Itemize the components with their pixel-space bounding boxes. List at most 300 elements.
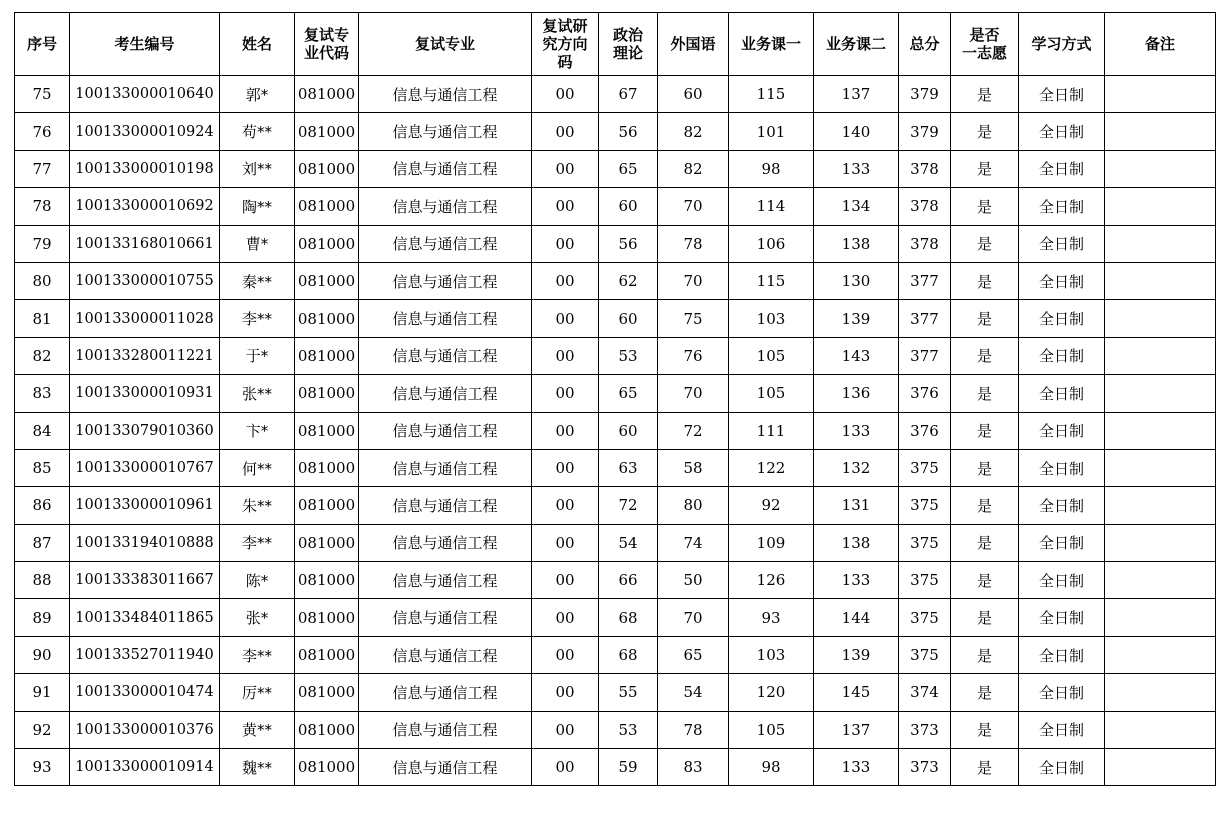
cell-foreign-lang: 74 — [658, 524, 729, 561]
cell-first-choice: 是 — [951, 375, 1019, 412]
cell-course1: 109 — [729, 524, 814, 561]
table-row — [15, 749, 1216, 786]
cell-study-mode: 全日制 — [1019, 562, 1105, 599]
cell-major-code: 081000 — [295, 150, 359, 187]
table-row — [15, 113, 1216, 150]
header-label-line: 业务课二 — [825, 35, 886, 53]
cell-name: 李** — [220, 300, 295, 337]
table-row — [15, 562, 1216, 599]
table-row — [15, 412, 1216, 449]
cell-remark — [1105, 412, 1216, 449]
cell-major-code: 081000 — [295, 337, 359, 374]
cell-total: 375 — [899, 636, 951, 673]
cell-course1: 92 — [729, 487, 814, 524]
cell-direction: 00 — [532, 188, 599, 225]
header-name — [220, 13, 295, 76]
cell-first-choice: 是 — [951, 487, 1019, 524]
cell-remark — [1105, 562, 1216, 599]
cell-seq: 84 — [15, 412, 70, 449]
cell-seq: 82 — [15, 337, 70, 374]
cell-seq: 91 — [15, 674, 70, 711]
cell-total: 375 — [899, 599, 951, 636]
table-row — [15, 337, 1216, 374]
cell-seq: 75 — [15, 76, 70, 113]
cell-course1: 120 — [729, 674, 814, 711]
cell-foreign-lang: 70 — [658, 188, 729, 225]
header-first-choice — [951, 13, 1019, 76]
cell-remark — [1105, 150, 1216, 187]
cell-seq: 77 — [15, 150, 70, 187]
cell-study-mode: 全日制 — [1019, 412, 1105, 449]
cell-total: 375 — [899, 449, 951, 486]
cell-course1: 93 — [729, 599, 814, 636]
header-label-line: 考生编号 — [114, 35, 175, 53]
header-major — [359, 13, 532, 76]
cell-seq: 88 — [15, 562, 70, 599]
cell-study-mode: 全日制 — [1019, 674, 1105, 711]
cell-name: 于* — [220, 337, 295, 374]
cell-major: 信息与通信工程 — [359, 337, 532, 374]
table-row — [15, 150, 1216, 187]
cell-course2: 143 — [814, 337, 899, 374]
cell-foreign-lang: 50 — [658, 562, 729, 599]
cell-politics: 66 — [599, 562, 658, 599]
cell-major-code: 081000 — [295, 375, 359, 412]
cell-major: 信息与通信工程 — [359, 749, 532, 786]
cell-name: 朱** — [220, 487, 295, 524]
cell-major-code: 081000 — [295, 674, 359, 711]
cell-remark — [1105, 300, 1216, 337]
cell-name: 陈* — [220, 562, 295, 599]
cell-course2: 133 — [814, 150, 899, 187]
header-label-line: 外国语 — [670, 35, 716, 53]
header-label-line: 姓名 — [241, 35, 272, 53]
cell-study-mode: 全日制 — [1019, 188, 1105, 225]
cell-course1: 122 — [729, 449, 814, 486]
cell-exam-id: 100133383011667 — [70, 562, 220, 599]
cell-name: 郭* — [220, 76, 295, 113]
cell-seq: 90 — [15, 636, 70, 673]
cell-first-choice: 是 — [951, 300, 1019, 337]
cell-first-choice: 是 — [951, 749, 1019, 786]
cell-major: 信息与通信工程 — [359, 674, 532, 711]
cell-course2: 133 — [814, 749, 899, 786]
header-label-line: 一志愿 — [961, 44, 1007, 62]
header-exam-id — [70, 13, 220, 76]
cell-politics: 65 — [599, 375, 658, 412]
cell-foreign-lang: 70 — [658, 262, 729, 299]
cell-course2: 145 — [814, 674, 899, 711]
cell-study-mode: 全日制 — [1019, 711, 1105, 748]
cell-study-mode: 全日制 — [1019, 113, 1105, 150]
cell-seq: 83 — [15, 375, 70, 412]
cell-major: 信息与通信工程 — [359, 76, 532, 113]
cell-remark — [1105, 113, 1216, 150]
cell-direction: 00 — [532, 674, 599, 711]
cell-name: 陶** — [220, 188, 295, 225]
header-label-line: 理论 — [612, 44, 643, 62]
cell-seq: 76 — [15, 113, 70, 150]
cell-first-choice: 是 — [951, 636, 1019, 673]
cell-remark — [1105, 225, 1216, 262]
cell-politics: 54 — [599, 524, 658, 561]
cell-foreign-lang: 70 — [658, 375, 729, 412]
cell-study-mode: 全日制 — [1019, 449, 1105, 486]
cell-exam-id: 100133000010640 — [70, 76, 220, 113]
header-seq — [15, 13, 70, 76]
cell-direction: 00 — [532, 711, 599, 748]
cell-exam-id: 100133527011940 — [70, 636, 220, 673]
cell-course1: 103 — [729, 636, 814, 673]
cell-foreign-lang: 70 — [658, 599, 729, 636]
cell-total: 373 — [899, 749, 951, 786]
cell-course1: 114 — [729, 188, 814, 225]
cell-course1: 106 — [729, 225, 814, 262]
cell-direction: 00 — [532, 300, 599, 337]
cell-politics: 67 — [599, 76, 658, 113]
cell-total: 376 — [899, 412, 951, 449]
cell-politics: 53 — [599, 337, 658, 374]
cell-study-mode: 全日制 — [1019, 749, 1105, 786]
header-label-line: 复试专 — [303, 26, 349, 44]
cell-course2: 132 — [814, 449, 899, 486]
cell-remark — [1105, 375, 1216, 412]
header-label-line: 码 — [557, 53, 573, 71]
cell-major: 信息与通信工程 — [359, 412, 532, 449]
header-total — [899, 13, 951, 76]
cell-politics: 68 — [599, 599, 658, 636]
cell-study-mode: 全日制 — [1019, 225, 1105, 262]
score-table — [14, 12, 1216, 786]
table-row — [15, 449, 1216, 486]
cell-remark — [1105, 749, 1216, 786]
table-row — [15, 711, 1216, 748]
cell-study-mode: 全日制 — [1019, 337, 1105, 374]
cell-remark — [1105, 76, 1216, 113]
table-row — [15, 225, 1216, 262]
cell-seq: 85 — [15, 449, 70, 486]
cell-first-choice: 是 — [951, 262, 1019, 299]
cell-major-code: 081000 — [295, 636, 359, 673]
cell-direction: 00 — [532, 599, 599, 636]
cell-major: 信息与通信工程 — [359, 262, 532, 299]
cell-major-code: 081000 — [295, 412, 359, 449]
cell-major-code: 081000 — [295, 711, 359, 748]
table-row — [15, 487, 1216, 524]
cell-exam-id: 100133168010661 — [70, 225, 220, 262]
cell-remark — [1105, 337, 1216, 374]
table-row — [15, 375, 1216, 412]
cell-foreign-lang: 60 — [658, 76, 729, 113]
cell-total: 378 — [899, 225, 951, 262]
cell-remark — [1105, 636, 1216, 673]
cell-politics: 60 — [599, 412, 658, 449]
cell-course2: 137 — [814, 76, 899, 113]
cell-total: 378 — [899, 150, 951, 187]
cell-name: 李** — [220, 636, 295, 673]
cell-direction: 00 — [532, 412, 599, 449]
header-study-mode — [1019, 13, 1105, 76]
cell-total: 377 — [899, 262, 951, 299]
cell-name: 卞* — [220, 412, 295, 449]
cell-direction: 00 — [532, 337, 599, 374]
cell-politics: 68 — [599, 636, 658, 673]
cell-study-mode: 全日制 — [1019, 375, 1105, 412]
cell-politics: 56 — [599, 225, 658, 262]
header-course2 — [814, 13, 899, 76]
cell-total: 375 — [899, 487, 951, 524]
cell-remark — [1105, 524, 1216, 561]
cell-major: 信息与通信工程 — [359, 487, 532, 524]
cell-politics: 65 — [599, 150, 658, 187]
cell-name: 李** — [220, 524, 295, 561]
cell-major-code: 081000 — [295, 562, 359, 599]
cell-foreign-lang: 54 — [658, 674, 729, 711]
cell-course2: 136 — [814, 375, 899, 412]
cell-major: 信息与通信工程 — [359, 711, 532, 748]
cell-total: 375 — [899, 562, 951, 599]
cell-exam-id: 100133000010755 — [70, 262, 220, 299]
header-label-line: 总分 — [909, 35, 940, 53]
cell-course2: 138 — [814, 524, 899, 561]
header-major-code — [295, 13, 359, 76]
cell-remark — [1105, 711, 1216, 748]
cell-first-choice: 是 — [951, 76, 1019, 113]
cell-major-code: 081000 — [295, 524, 359, 561]
header-label-line: 政治 — [612, 26, 643, 44]
cell-direction: 00 — [532, 487, 599, 524]
cell-first-choice: 是 — [951, 674, 1019, 711]
header-label-line: 业务课一 — [740, 35, 801, 53]
cell-direction: 00 — [532, 524, 599, 561]
cell-foreign-lang: 82 — [658, 150, 729, 187]
cell-exam-id: 100133000010924 — [70, 113, 220, 150]
cell-politics: 56 — [599, 113, 658, 150]
cell-major: 信息与通信工程 — [359, 449, 532, 486]
cell-major-code: 081000 — [295, 749, 359, 786]
cell-direction: 00 — [532, 375, 599, 412]
cell-seq: 89 — [15, 599, 70, 636]
cell-foreign-lang: 75 — [658, 300, 729, 337]
cell-study-mode: 全日制 — [1019, 300, 1105, 337]
cell-major: 信息与通信工程 — [359, 636, 532, 673]
cell-name: 黄** — [220, 711, 295, 748]
cell-first-choice: 是 — [951, 599, 1019, 636]
cell-course1: 98 — [729, 749, 814, 786]
cell-name: 苟** — [220, 113, 295, 150]
cell-course2: 137 — [814, 711, 899, 748]
cell-first-choice: 是 — [951, 412, 1019, 449]
cell-direction: 00 — [532, 113, 599, 150]
cell-foreign-lang: 80 — [658, 487, 729, 524]
cell-major-code: 081000 — [295, 225, 359, 262]
table-row — [15, 599, 1216, 636]
cell-major-code: 081000 — [295, 487, 359, 524]
cell-exam-id: 100133194010888 — [70, 524, 220, 561]
cell-name: 秦** — [220, 262, 295, 299]
cell-name: 曹* — [220, 225, 295, 262]
cell-name: 魏** — [220, 749, 295, 786]
cell-first-choice: 是 — [951, 188, 1019, 225]
cell-exam-id: 100133000010376 — [70, 711, 220, 748]
cell-major-code: 081000 — [295, 113, 359, 150]
cell-total: 378 — [899, 188, 951, 225]
cell-major: 信息与通信工程 — [359, 150, 532, 187]
cell-first-choice: 是 — [951, 449, 1019, 486]
cell-course2: 140 — [814, 113, 899, 150]
cell-exam-id: 100133000010198 — [70, 150, 220, 187]
cell-major: 信息与通信工程 — [359, 300, 532, 337]
cell-major-code: 081000 — [295, 300, 359, 337]
cell-course1: 101 — [729, 113, 814, 150]
cell-first-choice: 是 — [951, 337, 1019, 374]
cell-course2: 131 — [814, 487, 899, 524]
cell-politics: 55 — [599, 674, 658, 711]
header-label-line: 复试专业 — [414, 35, 475, 53]
cell-course1: 105 — [729, 375, 814, 412]
cell-foreign-lang: 78 — [658, 711, 729, 748]
cell-remark — [1105, 599, 1216, 636]
cell-name: 厉** — [220, 674, 295, 711]
cell-study-mode: 全日制 — [1019, 76, 1105, 113]
cell-course2: 139 — [814, 300, 899, 337]
header-politics — [599, 13, 658, 76]
cell-seq: 79 — [15, 225, 70, 262]
cell-major: 信息与通信工程 — [359, 113, 532, 150]
cell-study-mode: 全日制 — [1019, 524, 1105, 561]
table-row — [15, 524, 1216, 561]
cell-remark — [1105, 188, 1216, 225]
cell-seq: 86 — [15, 487, 70, 524]
cell-foreign-lang: 58 — [658, 449, 729, 486]
cell-exam-id: 100133000010767 — [70, 449, 220, 486]
cell-first-choice: 是 — [951, 711, 1019, 748]
cell-major-code: 081000 — [295, 262, 359, 299]
cell-total: 379 — [899, 76, 951, 113]
header-direction — [532, 13, 599, 76]
table-row — [15, 188, 1216, 225]
cell-exam-id: 100133000011028 — [70, 300, 220, 337]
cell-course2: 139 — [814, 636, 899, 673]
cell-exam-id: 100133000010474 — [70, 674, 220, 711]
cell-total: 374 — [899, 674, 951, 711]
cell-direction: 00 — [532, 150, 599, 187]
cell-course2: 138 — [814, 225, 899, 262]
table-row — [15, 636, 1216, 673]
cell-exam-id: 100133000010914 — [70, 749, 220, 786]
header-label-line: 学习方式 — [1031, 35, 1092, 53]
cell-total: 375 — [899, 524, 951, 561]
cell-course1: 105 — [729, 337, 814, 374]
cell-seq: 87 — [15, 524, 70, 561]
header-course1 — [729, 13, 814, 76]
cell-major: 信息与通信工程 — [359, 599, 532, 636]
cell-major: 信息与通信工程 — [359, 524, 532, 561]
cell-course2: 133 — [814, 412, 899, 449]
cell-name: 何** — [220, 449, 295, 486]
cell-direction: 00 — [532, 225, 599, 262]
cell-name: 张* — [220, 599, 295, 636]
cell-seq: 93 — [15, 749, 70, 786]
table-row — [15, 76, 1216, 113]
cell-course2: 133 — [814, 562, 899, 599]
header-label-line: 是否 — [969, 26, 1000, 44]
cell-major: 信息与通信工程 — [359, 225, 532, 262]
cell-total: 379 — [899, 113, 951, 150]
cell-total: 373 — [899, 711, 951, 748]
cell-foreign-lang: 76 — [658, 337, 729, 374]
cell-politics: 60 — [599, 300, 658, 337]
cell-first-choice: 是 — [951, 562, 1019, 599]
table-row — [15, 262, 1216, 299]
cell-foreign-lang: 72 — [658, 412, 729, 449]
cell-course1: 105 — [729, 711, 814, 748]
cell-name: 刘** — [220, 150, 295, 187]
header-label-line: 究方向 — [542, 35, 588, 53]
table-row — [15, 674, 1216, 711]
cell-exam-id: 100133079010360 — [70, 412, 220, 449]
cell-seq: 80 — [15, 262, 70, 299]
cell-major-code: 081000 — [295, 449, 359, 486]
cell-remark — [1105, 487, 1216, 524]
cell-study-mode: 全日制 — [1019, 599, 1105, 636]
header-label-line: 序号 — [26, 35, 57, 53]
cell-exam-id: 100133000010692 — [70, 188, 220, 225]
cell-foreign-lang: 83 — [658, 749, 729, 786]
cell-politics: 53 — [599, 711, 658, 748]
cell-first-choice: 是 — [951, 524, 1019, 561]
cell-total: 377 — [899, 337, 951, 374]
cell-direction: 00 — [532, 749, 599, 786]
cell-exam-id: 100133280011221 — [70, 337, 220, 374]
header-remark — [1105, 13, 1216, 76]
cell-name: 张** — [220, 375, 295, 412]
cell-major: 信息与通信工程 — [359, 188, 532, 225]
cell-direction: 00 — [532, 76, 599, 113]
cell-remark — [1105, 262, 1216, 299]
cell-foreign-lang: 65 — [658, 636, 729, 673]
cell-first-choice: 是 — [951, 113, 1019, 150]
cell-course1: 126 — [729, 562, 814, 599]
cell-first-choice: 是 — [951, 225, 1019, 262]
cell-remark — [1105, 674, 1216, 711]
header-label-line: 复试研 — [542, 17, 588, 35]
table-body — [15, 76, 1216, 786]
cell-major-code: 081000 — [295, 76, 359, 113]
cell-politics: 72 — [599, 487, 658, 524]
cell-course2: 130 — [814, 262, 899, 299]
cell-total: 377 — [899, 300, 951, 337]
cell-course2: 134 — [814, 188, 899, 225]
cell-foreign-lang: 82 — [658, 113, 729, 150]
cell-course1: 98 — [729, 150, 814, 187]
cell-direction: 00 — [532, 449, 599, 486]
cell-study-mode: 全日制 — [1019, 150, 1105, 187]
cell-remark — [1105, 449, 1216, 486]
table-row — [15, 300, 1216, 337]
cell-exam-id: 100133000010931 — [70, 375, 220, 412]
cell-direction: 00 — [532, 262, 599, 299]
table-header-row — [15, 13, 1216, 76]
cell-direction: 00 — [532, 636, 599, 673]
cell-major: 信息与通信工程 — [359, 375, 532, 412]
cell-major: 信息与通信工程 — [359, 562, 532, 599]
cell-politics: 60 — [599, 188, 658, 225]
cell-course1: 115 — [729, 262, 814, 299]
header-label-line: 备注 — [1144, 35, 1175, 53]
cell-course2: 144 — [814, 599, 899, 636]
cell-course1: 111 — [729, 412, 814, 449]
